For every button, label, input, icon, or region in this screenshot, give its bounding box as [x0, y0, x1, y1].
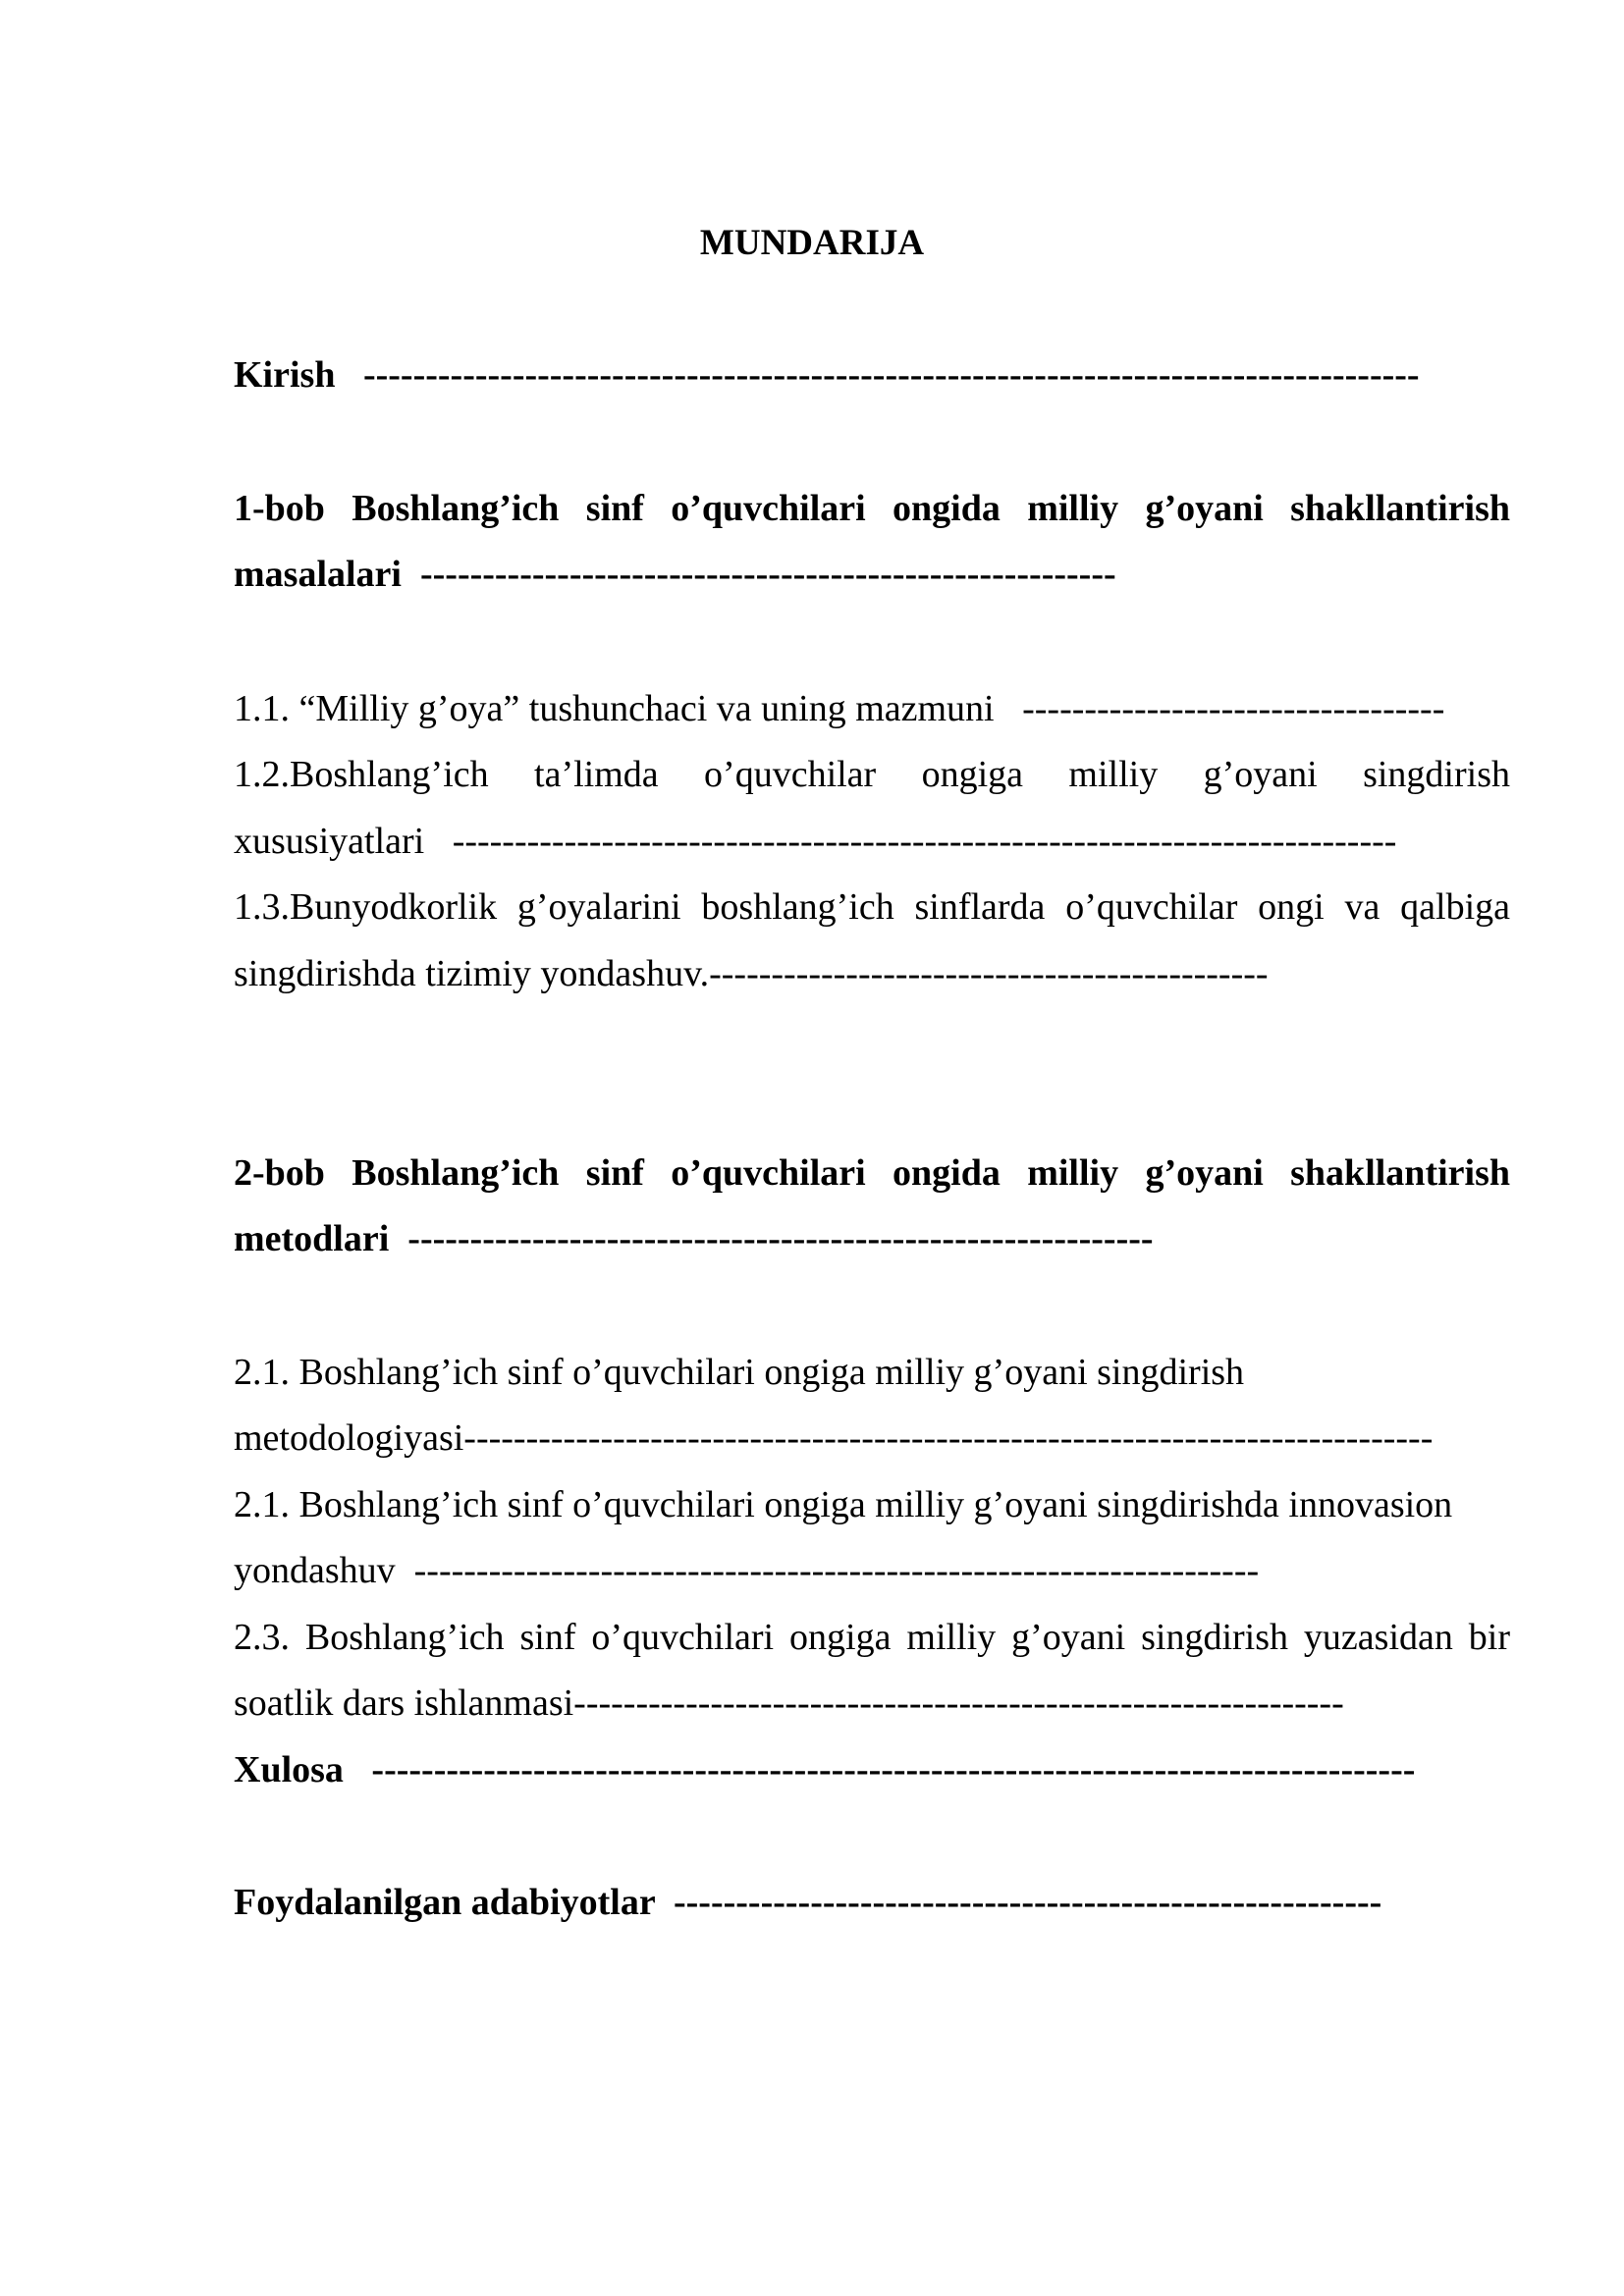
- toc-section-1-3-cont: singdirishda tizimiy yondashuv.---------------------------------------------: [234, 953, 1269, 994]
- toc-section-2-3-cont: soatlik dars ishlanmasi--------------------------------------------------------------: [234, 1682, 1344, 1724]
- toc-section-1-3: 1.3.Bunyodkorlik g’oyalarini boshlang’ich sinflarda o’quvchilar ongi va qalbiga: [234, 886, 1510, 928]
- page-title: MUNDARIJA: [699, 223, 925, 263]
- toc-section-2-3: 2.3. Boshlang’ich sinf o’quvchilari ongiga milliy g’oyani singdirish yuzasidan bir: [234, 1617, 1510, 1658]
- toc-section-2-1-b: 2.1. Boshlang’ich sinf o’quvchilari ongiga milliy g’oyani singdirishda innovasion: [234, 1484, 1453, 1525]
- toc-section-2-1-a: 2.1. Boshlang’ich sinf o’quvchilari ongiga milliy g’oyani singdirish: [234, 1352, 1245, 1393]
- toc-section-1-2: 1.2.Boshlang’ich ta’limda o’quvchilar ongiga milliy g’oyani singdirish: [234, 754, 1510, 795]
- toc-section-2-1-b-cont: yondashuv --------------------------------------------------------------------: [234, 1550, 1260, 1591]
- toc-section-1-1: 1.1. “Milliy g’oya” tushunchaci va uning mazmuni ----------------------------------: [234, 688, 1445, 729]
- toc-chapter-2-title: 2-bob Boshlang’ich sinf o’quvchilari ongida milliy g’oyani shakllantirish: [234, 1152, 1510, 1194]
- toc-chapter-1-title: 1-bob Boshlang’ich sinf o’quvchilari ongida milliy g’oyani shakllantirish: [234, 488, 1510, 529]
- toc-entry-kirish: Kirish -------------------------------------------------------------------------------------: [234, 354, 1420, 396]
- toc-entry-adabiyotlar: Foydalanilgan adabiyotlar ---------------------------------------------------------: [234, 1882, 1382, 1923]
- toc-section-1-2-cont: xususiyatlari ----------------------------------------------------------------------------: [234, 821, 1397, 862]
- toc-chapter-1-title-cont: masalalari --------------------------------------------------------: [234, 554, 1116, 595]
- toc-chapter-2-title-cont: metodlari ------------------------------------------------------------: [234, 1218, 1154, 1259]
- toc-entry-xulosa: Xulosa ------------------------------------------------------------------------------------: [234, 1749, 1416, 1790]
- toc-section-2-1-a-cont: metodologiyasi------------------------------------------------------------------------------: [234, 1417, 1434, 1459]
